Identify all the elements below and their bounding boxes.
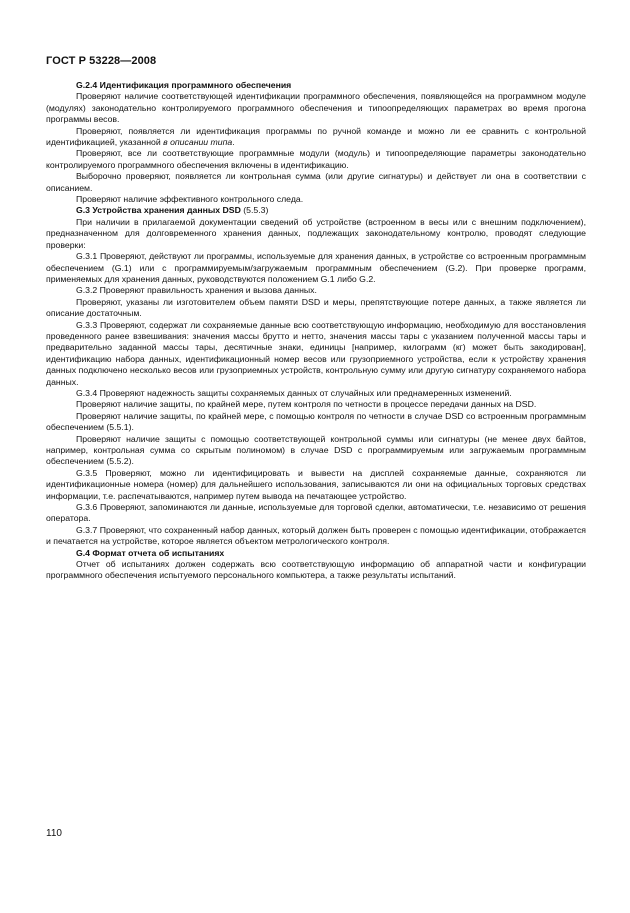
paragraph: Проверяют, указаны ли изготовителем объем памяти DSD и меры, препятствующие потере данных, а также является ли описание достаточным. (46, 296, 586, 319)
paragraph: G.3.1 Проверяют, действуют ли программы, используемые для хранения данных, в устройстве со встроенным программным обеспечением (G.1) или с программируемым/загружаемым программным обеспечением (G.2). При проверке программ, применяемых для хранения данных, руководствуются положением G.1 либо G.2. (46, 251, 586, 284)
paragraph: G.3.4 Проверяют надежность защиты сохраняемых данных от случайных или преднамеренных изменений. (76, 387, 512, 398)
document-header: ГОСТ Р 53228—2008 (46, 55, 157, 67)
paragraph: Проверяют наличие соответствующей идентификации программного обеспечения, появляющейся на программном модуле (модулях) законодательно контролируемого программного обеспечения и типоопределяющих параметрах во время прогона программы весов. (46, 91, 586, 125)
paragraph: G.3.7 Проверяют, что сохраненный набор данных, который должен быть проверен с помощью идентификации, отображается и печатается на устройстве, которое является объектом метрологического контроля. (46, 524, 586, 547)
paragraph: Отчет об испытаниях должен содержать всю соответствующую информацию об аппаратной части и конфигурации программного обеспечения испытуемого персонального компьютера, а также результаты испытаний. (46, 559, 586, 581)
paragraph: Выборочно проверяют, появляется ли контрольная сумма (или другие сигнатуры) и действует ли она в соответствии с описанием. (46, 171, 586, 193)
paragraph: G.3.6 Проверяют, запоминаются ли данные, используемые для торговой сделки, автоматически, т.е. независимо от решения оператора. (46, 502, 586, 524)
paragraph: Проверяют наличие защиты с помощью соответствующей контрольной суммы или сигнатуры (не менее двух байтов, например, контрольная сумма со скрытым полиномом) в случае DSD с программируемым или загружаемым программным обеспечением (5.5.2). (46, 433, 586, 467)
section-heading-g3 (46, 205, 586, 216)
section-heading-g24: G.2.4 Идентификация программного обеспечения (76, 80, 292, 90)
page-number: 110 (46, 828, 62, 839)
section-heading-g4: G.4 Формат отчета об испытаниях (76, 547, 225, 558)
text-run: Проверяют, появляется ли идентификация программы по ручной команде и можно ли ее сравнить с контрольной идентификацией, указанной (46, 125, 586, 148)
document-body (46, 80, 586, 582)
paragraph: При наличии в прилагаемой документации сведений об устройстве (встроенном в весы или с внешним подключением), предназначенном для долговременного хранения данных, подлежащих законодательному контролю, проводят следующие проверки: (46, 216, 586, 250)
paragraph: Проверяют наличие защиты, по крайней мере, с помощью контроля по четности в случае DSD со встроенным программным обеспечением (5.5.1). (46, 410, 586, 433)
heading-text: G.3 Устройства хранения данных DSD (76, 205, 241, 216)
paragraph: G.3.5 Проверяют, можно ли идентифицировать и вывести на дисплей сохраняемые данные, сохраняются ли идентификационные номера (номер) для дальнейшего использования, записываются ли они на официальных торговых средствах информации, т.е. распечатываются, например путем вывода на печатающее устройство. (46, 467, 586, 501)
paragraph: G.3.3 Проверяют, содержат ли сохраняемые данные всю соответствующую информацию, необходимую для восстановления проведенного ранее взвешивания: значения массы брутто и нетто, значения массы тары с указанием полученной массы тары и предварительно заданной массы тары, десятичные знаки, единицы [например, килограмм (кг) может быть закодирован], идентификацию набора данных, идентификационный номер весов или грузоприемного устройства, если к устройству хранения данных подключено несколько весов или грузоприемных устройств, контрольную сумму или другую сигнатуру сохраняемого набора данных. (46, 319, 586, 387)
text-run: . (232, 137, 235, 148)
paragraph (46, 126, 586, 149)
paragraph: G.3.2 Проверяют правильность хранения и вызова данных. (76, 285, 317, 296)
paragraph: Проверяют наличие защиты, по крайней мере, путем контроля по четности в процессе передачи данных на DSD. (76, 399, 537, 410)
section-reference: (5.5.3) (243, 205, 269, 216)
paragraph: Проверяют, все ли соответствующие программные модули (модуль) и типоопределяющие параметры законодательно контролируемого программного обеспечения включены в идентификацию. (46, 148, 586, 170)
paragraph: Проверяют наличие эффективного контрольного следа. (76, 194, 304, 205)
italic-text: в описании типа (163, 137, 233, 148)
